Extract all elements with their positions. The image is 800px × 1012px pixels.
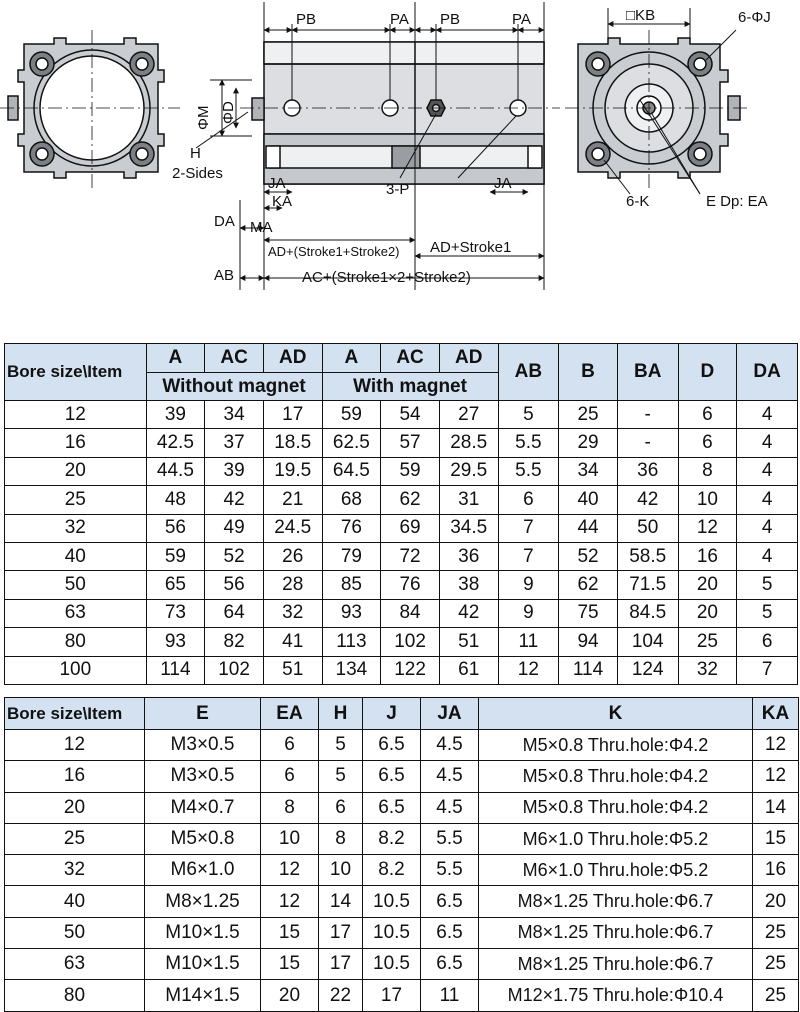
- t2-col-j: J: [363, 698, 421, 730]
- table-cell: 42: [439, 599, 498, 627]
- table-cell: 4.5: [421, 730, 479, 761]
- cylinder-drawing: [0, 0, 800, 300]
- table-cell: 25: [753, 917, 799, 948]
- table-cell: 17: [319, 917, 363, 948]
- t2-col-h: H: [319, 698, 363, 730]
- table-cell: 17: [319, 949, 363, 980]
- table-cell: 79: [322, 542, 381, 570]
- table-cell: 5: [737, 571, 798, 599]
- table-cell: 57: [381, 429, 440, 457]
- bore-size-cell: 16: [5, 761, 145, 792]
- table-cell: 50: [617, 514, 678, 542]
- label-kb: □KB: [626, 7, 656, 24]
- bore-size-cell: 32: [5, 855, 145, 886]
- t1-col-ac-with: AC: [381, 344, 440, 373]
- bore-size-cell: 50: [5, 571, 147, 599]
- table-cell: 102: [381, 628, 440, 656]
- technical-drawing-svg: [0, 0, 800, 300]
- label-pb-2: PB: [440, 11, 461, 28]
- table-cell: 5: [737, 599, 798, 627]
- table-cell: 4.5: [421, 761, 479, 792]
- table-cell: 34: [559, 457, 618, 485]
- label-pa-2: PA: [512, 11, 531, 28]
- bore-size-cell: 40: [5, 886, 145, 917]
- t1-col-a-with: A: [322, 344, 381, 373]
- table-cell: 6.5: [363, 792, 421, 823]
- table-cell: 36: [617, 457, 678, 485]
- label-3p: 3-P: [386, 181, 410, 198]
- label-e-dp: E Dp: EA: [706, 193, 768, 210]
- table-cell: 19.5: [263, 457, 322, 485]
- table-cell: 93: [146, 628, 205, 656]
- table-cell: 56: [205, 571, 264, 599]
- table-cell: 38: [439, 571, 498, 599]
- table-cell: 51: [439, 628, 498, 656]
- table-cell: 8: [678, 457, 737, 485]
- table-cell: 54: [381, 401, 440, 429]
- t1-body: [5, 401, 798, 685]
- bore-size-cell: 16: [5, 429, 147, 457]
- table-cell: 5.5: [421, 823, 479, 854]
- table-cell: 59: [322, 401, 381, 429]
- table-cell: 34: [205, 401, 264, 429]
- table-cell: 76: [381, 571, 440, 599]
- table-cell: 8: [319, 823, 363, 854]
- table-cell: 44.5: [146, 457, 205, 485]
- table-cell: 48: [146, 486, 205, 514]
- label-ab: AB: [214, 267, 235, 284]
- label-h: H: [190, 145, 201, 162]
- table-cell: 18.5: [263, 429, 322, 457]
- table-row: [5, 571, 798, 599]
- table-cell: 27: [439, 401, 498, 429]
- table-cell: 10.5: [363, 917, 421, 948]
- table-cell: 4: [737, 542, 798, 570]
- t2-item-header: Bore size\Item: [5, 698, 145, 730]
- table-cell: 64.5: [322, 457, 381, 485]
- table-cell: 114: [559, 656, 618, 684]
- table-cell: 49: [205, 514, 264, 542]
- table-cell: M6×1.0 Thru.hole:Φ5.2: [479, 855, 753, 886]
- t1-col-ba: BA: [617, 344, 678, 401]
- table-cell: 12: [261, 886, 319, 917]
- table-cell: 82: [205, 628, 264, 656]
- table-cell: 6: [737, 628, 798, 656]
- table-cell: 40: [559, 486, 618, 514]
- table-cell: 41: [263, 628, 322, 656]
- table-cell: 84: [381, 599, 440, 627]
- table-cell: 6.5: [421, 949, 479, 980]
- label-ad-stroke12: AD+(Stroke1+Stroke2): [268, 244, 400, 259]
- table-cell: 10.5: [363, 886, 421, 917]
- table-row: [5, 628, 798, 656]
- table-cell: 61: [439, 656, 498, 684]
- bore-size-cell: 40: [5, 542, 147, 570]
- table-cell: 7: [498, 514, 559, 542]
- table-cell: 72: [381, 542, 440, 570]
- table-cell: M5×0.8 Thru.hole:Φ4.2: [479, 761, 753, 792]
- table-cell: M8×1.25 Thru.hole:Φ6.7: [479, 949, 753, 980]
- table-cell: 10: [261, 823, 319, 854]
- table-cell: 52: [559, 542, 618, 570]
- table-cell: 6: [319, 792, 363, 823]
- table-cell: 62.5: [322, 429, 381, 457]
- table-row: [5, 542, 798, 570]
- table-cell: 93: [322, 599, 381, 627]
- table-cell: 62: [381, 486, 440, 514]
- label-ma: MA: [250, 219, 273, 236]
- t1-col-ab: AB: [498, 344, 559, 401]
- t2-col-e: E: [145, 698, 261, 730]
- table-cell: 15: [753, 823, 799, 854]
- table-cell: 76: [322, 514, 381, 542]
- table-cell: 29: [559, 429, 618, 457]
- table-cell: 15: [261, 917, 319, 948]
- t1-group-with-magnet: With magnet: [322, 373, 498, 401]
- table-cell: 8.2: [363, 823, 421, 854]
- table-cell: 10: [678, 486, 737, 514]
- bore-size-cell: 20: [5, 792, 145, 823]
- table-cell: 42: [617, 486, 678, 514]
- table-cell: 6.5: [421, 886, 479, 917]
- table-cell: 8: [261, 792, 319, 823]
- dimension-table-2: [4, 697, 799, 1012]
- table-cell: 6: [678, 401, 737, 429]
- t1-col-ad-with: AD: [439, 344, 498, 373]
- table-cell: 44: [559, 514, 618, 542]
- label-phi-d: ΦD: [220, 101, 237, 124]
- table-cell: 10: [319, 855, 363, 886]
- table-cell: 25: [678, 628, 737, 656]
- table-cell: 26: [263, 542, 322, 570]
- table-row: [5, 514, 798, 542]
- table-cell: 94: [559, 628, 618, 656]
- table-cell: M6×1.0: [145, 855, 261, 886]
- table-cell: M5×0.8 Thru.hole:Φ4.2: [479, 792, 753, 823]
- table-row: [5, 949, 799, 980]
- bore-size-cell: 12: [5, 401, 147, 429]
- table-cell: 134: [322, 656, 381, 684]
- table-cell: 73: [146, 599, 205, 627]
- table-cell: 16: [678, 542, 737, 570]
- table-cell: M10×1.5: [145, 917, 261, 948]
- table-row: [5, 599, 798, 627]
- table-cell: M6×1.0 Thru.hole:Φ5.2: [479, 823, 753, 854]
- bore-size-cell: 100: [5, 656, 147, 684]
- bore-size-cell: 63: [5, 949, 145, 980]
- table-cell: 4: [737, 457, 798, 485]
- table-cell: 102: [205, 656, 264, 684]
- label-phi-m: ΦM: [195, 105, 212, 130]
- label-k: 6-K: [626, 193, 650, 210]
- table-cell: 5.5: [498, 429, 559, 457]
- table-cell: 6: [261, 761, 319, 792]
- table-cell: 9: [498, 599, 559, 627]
- table-cell: 32: [263, 599, 322, 627]
- table-cell: 24.5: [263, 514, 322, 542]
- table-cell: M5×0.8 Thru.hole:Φ4.2: [479, 730, 753, 761]
- table-cell: 16: [753, 855, 799, 886]
- table-cell: 10.5: [363, 949, 421, 980]
- label-pb-1: PB: [296, 11, 317, 28]
- table-cell: 68: [322, 486, 381, 514]
- label-ac-total: AC+(Stroke1×2+Stroke2): [302, 269, 471, 286]
- bore-size-cell: 25: [5, 486, 147, 514]
- bore-size-cell: 50: [5, 917, 145, 948]
- t2-body: [5, 730, 799, 1012]
- table-cell: 12: [498, 656, 559, 684]
- table-cell: 42.5: [146, 429, 205, 457]
- label-pa-1: PA: [390, 11, 409, 28]
- table-cell: 7: [737, 656, 798, 684]
- table-cell: 14: [753, 792, 799, 823]
- table-cell: -: [617, 429, 678, 457]
- table-row: [5, 917, 799, 948]
- t1-col-da: DA: [737, 344, 798, 401]
- table-cell: 25: [559, 401, 618, 429]
- table-cell: 17: [263, 401, 322, 429]
- t2-col-ja: JA: [421, 698, 479, 730]
- bore-size-cell: 63: [5, 599, 147, 627]
- table-cell: 85: [322, 571, 381, 599]
- label-ja-1: JA: [268, 175, 286, 192]
- t1-col-a-without: A: [146, 344, 205, 373]
- table-row: [5, 429, 798, 457]
- table-cell: M10×1.5: [145, 949, 261, 980]
- table-row: [5, 730, 799, 761]
- t2-col-k: K: [479, 698, 753, 730]
- table-cell: 6: [678, 429, 737, 457]
- label-ja-2: JA: [494, 175, 512, 192]
- table-cell: 20: [753, 886, 799, 917]
- bore-size-cell: 80: [5, 980, 145, 1011]
- table-cell: 51: [263, 656, 322, 684]
- table-cell: 122: [381, 656, 440, 684]
- table-cell: M3×0.5: [145, 730, 261, 761]
- table-cell: 20: [261, 980, 319, 1011]
- table-cell: 5: [319, 761, 363, 792]
- table-row: [5, 401, 798, 429]
- table-cell: 42: [205, 486, 264, 514]
- table-row: [5, 656, 798, 684]
- table-cell: M8×1.25: [145, 886, 261, 917]
- table-cell: 6: [498, 486, 559, 514]
- bore-size-cell: 32: [5, 514, 147, 542]
- table-cell: 6.5: [363, 730, 421, 761]
- table-cell: 6.5: [363, 761, 421, 792]
- table-cell: 113: [322, 628, 381, 656]
- bore-size-cell: 12: [5, 730, 145, 761]
- table-cell: 11: [498, 628, 559, 656]
- table-cell: 6.5: [421, 917, 479, 948]
- table-cell: M4×0.7: [145, 792, 261, 823]
- right-end-view: [565, 30, 750, 190]
- table-cell: 9: [498, 571, 559, 599]
- t1-col-b: B: [559, 344, 618, 401]
- table-cell: 65: [146, 571, 205, 599]
- table-cell: 62: [559, 571, 618, 599]
- table-cell: 5.5: [498, 457, 559, 485]
- dimension-table-1: [4, 343, 798, 685]
- table-row: [5, 761, 799, 792]
- table-cell: 15: [261, 949, 319, 980]
- table-cell: 12: [753, 761, 799, 792]
- table-cell: 28.5: [439, 429, 498, 457]
- table-cell: 4: [737, 486, 798, 514]
- label-da: DA: [214, 213, 235, 230]
- table-cell: 25: [753, 980, 799, 1011]
- table-cell: 75: [559, 599, 618, 627]
- table-cell: 4: [737, 401, 798, 429]
- side-view: [240, 42, 560, 184]
- table-cell: 12: [678, 514, 737, 542]
- table-cell: 7: [498, 542, 559, 570]
- table-row: [5, 855, 799, 886]
- table-cell: 25: [753, 949, 799, 980]
- table-cell: 11: [421, 980, 479, 1011]
- table-cell: 28: [263, 571, 322, 599]
- table-cell: 31: [439, 486, 498, 514]
- table-cell: 8.2: [363, 855, 421, 886]
- label-two-sides: 2-Sides: [172, 165, 223, 182]
- table-row: [5, 823, 799, 854]
- table-cell: M12×1.75 Thru.hole:Φ10.4: [479, 980, 753, 1011]
- table-row: [5, 792, 799, 823]
- table-cell: 6: [261, 730, 319, 761]
- table-cell: 37: [205, 429, 264, 457]
- table-cell: 124: [617, 656, 678, 684]
- table-cell: 71.5: [617, 571, 678, 599]
- table-cell: 20: [678, 571, 737, 599]
- label-j: 6-ΦJ: [738, 9, 771, 26]
- table-cell: 59: [381, 457, 440, 485]
- t1-col-d: D: [678, 344, 737, 401]
- table-cell: 34.5: [439, 514, 498, 542]
- table-cell: M5×0.8: [145, 823, 261, 854]
- table-cell: 17: [363, 980, 421, 1011]
- table-cell: 114: [146, 656, 205, 684]
- table-cell: 84.5: [617, 599, 678, 627]
- t1-col-ac-without: AC: [205, 344, 264, 373]
- table-cell: 56: [146, 514, 205, 542]
- table-cell: 52: [205, 542, 264, 570]
- table-cell: 12: [753, 730, 799, 761]
- table-cell: 29.5: [439, 457, 498, 485]
- table-cell: M14×1.5: [145, 980, 261, 1011]
- table-cell: 21: [263, 486, 322, 514]
- label-ad-stroke1: AD+Stroke1: [430, 239, 512, 256]
- table-cell: M8×1.25 Thru.hole:Φ6.7: [479, 886, 753, 917]
- bore-size-cell: 80: [5, 628, 147, 656]
- table-cell: 20: [678, 599, 737, 627]
- table-cell: M8×1.25 Thru.hole:Φ6.7: [479, 917, 753, 948]
- label-ka: KA: [272, 193, 293, 210]
- t1-group-without-magnet: Without magnet: [146, 373, 322, 401]
- table-cell: 4.5: [421, 792, 479, 823]
- table-cell: 5: [498, 401, 559, 429]
- table-cell: 69: [381, 514, 440, 542]
- table-cell: -: [617, 401, 678, 429]
- bore-size-cell: 20: [5, 457, 147, 485]
- table-cell: 64: [205, 599, 264, 627]
- table-cell: M3×0.5: [145, 761, 261, 792]
- table-cell: 4: [737, 429, 798, 457]
- table-row: [5, 486, 798, 514]
- table-cell: 59: [146, 542, 205, 570]
- table-row: [5, 886, 799, 917]
- table-row: [5, 980, 799, 1011]
- table-cell: 5.5: [421, 855, 479, 886]
- table-cell: 4: [737, 514, 798, 542]
- table-cell: 104: [617, 628, 678, 656]
- table-cell: 58.5: [617, 542, 678, 570]
- t2-col-ea: EA: [261, 698, 319, 730]
- table-row: [5, 457, 798, 485]
- table-cell: 39: [205, 457, 264, 485]
- left-end-view: [0, 30, 180, 190]
- t1-item-header: Bore size\Item: [5, 344, 147, 401]
- table-cell: 36: [439, 542, 498, 570]
- t2-col-ka: KA: [753, 698, 799, 730]
- bore-size-cell: 25: [5, 823, 145, 854]
- table-cell: 12: [261, 855, 319, 886]
- table-cell: 5: [319, 730, 363, 761]
- table-cell: 14: [319, 886, 363, 917]
- table-cell: 22: [319, 980, 363, 1011]
- table-cell: 32: [678, 656, 737, 684]
- t1-col-ad-without: AD: [263, 344, 322, 373]
- table-cell: 39: [146, 401, 205, 429]
